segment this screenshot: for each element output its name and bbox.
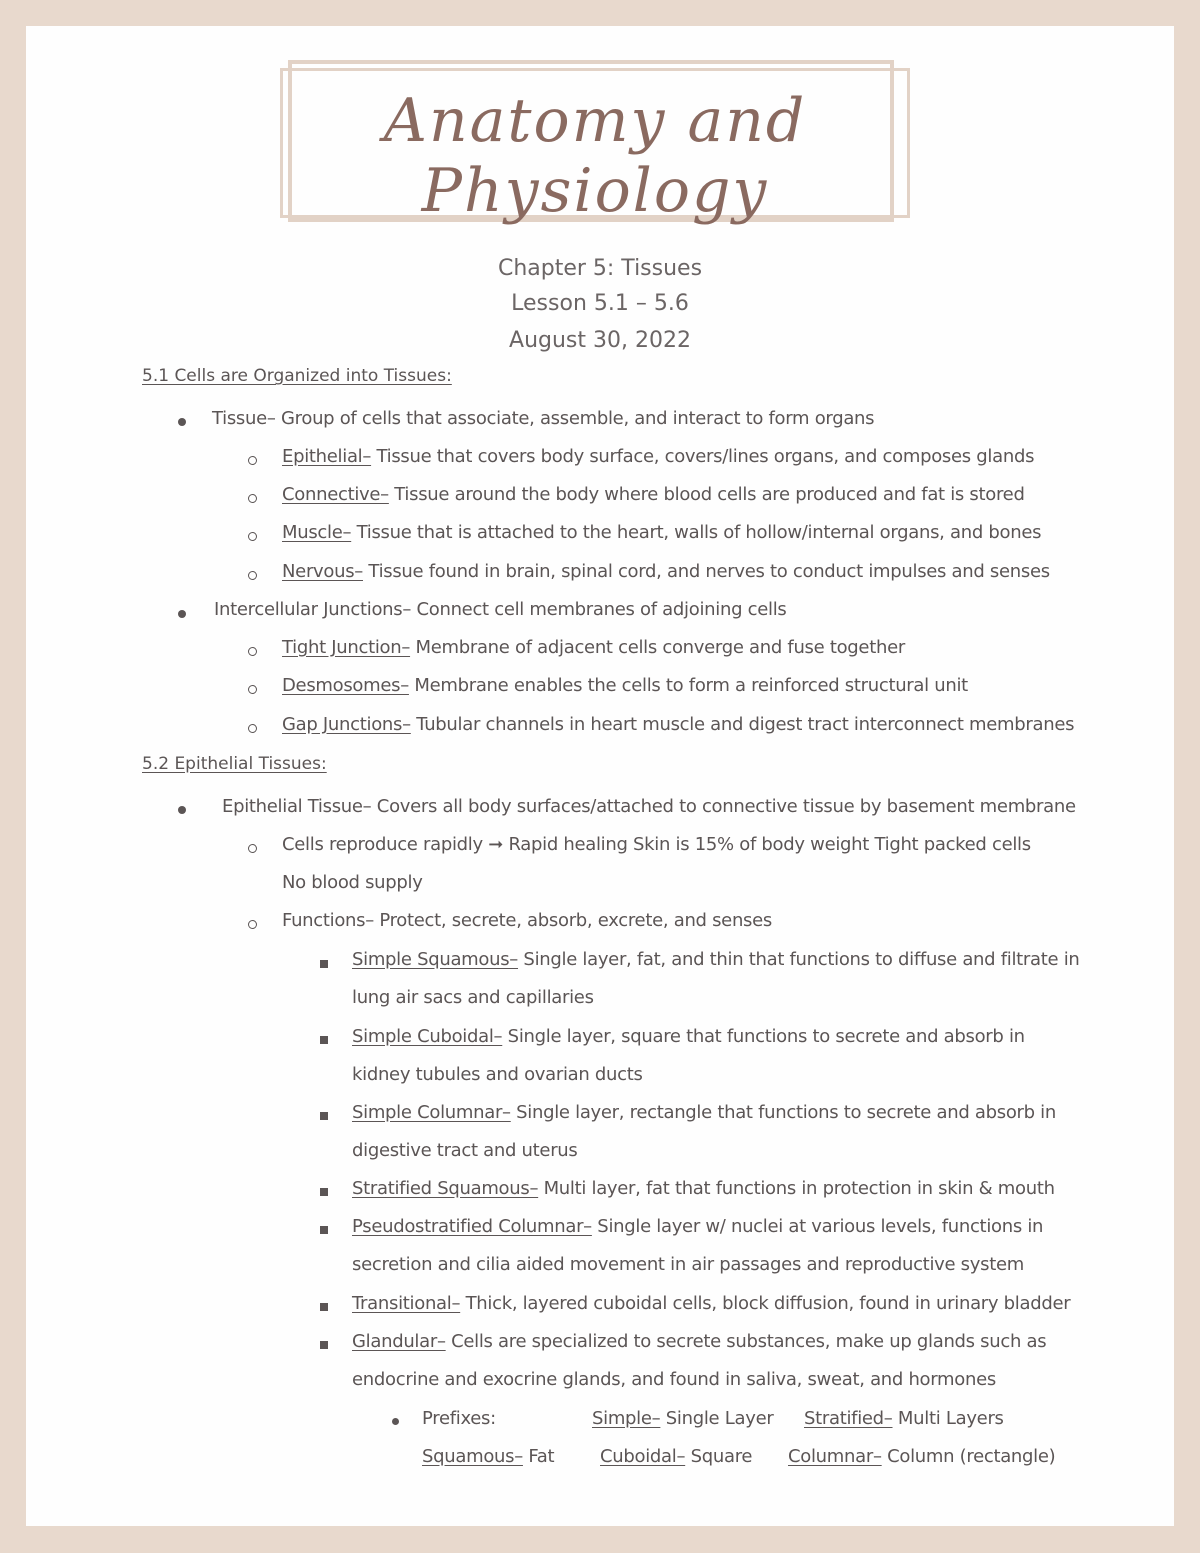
prefix-cuboidal [600,1446,752,1467]
bullet-square [320,960,328,968]
transitional-term: Transitional– [352,1293,461,1314]
lesson-range: Lesson 5.1 – 5.6 [511,291,689,316]
desmosomes-term: Desmosomes– [282,675,409,696]
notes-page [26,26,1174,1526]
simple-squamous-item [352,949,1080,970]
transitional-def: Thick, layered cuboidal cells, block diffusion, found in urinary bladder [460,1293,1071,1314]
simple-squamous-def: Single layer, fat, and thin that functions to diffuse and filtrate in [518,949,1080,970]
bullet-disc [178,418,186,426]
simple-columnar-continued: digestive tract and uterus [352,1140,578,1161]
gap-junctions-def: Tubular channels in heart muscle and digest tract interconnect membranes [410,714,1075,735]
bullet-square [320,1341,328,1349]
desmosomes-def: Membrane enables the cells to form a reinforced structural unit [408,675,968,696]
pseudostratified-continued: secretion and cilia aided movement in air passages and reproductive system [352,1254,1024,1275]
simple-columnar-item [352,1102,1056,1123]
nervous-def: Tissue found in brain, spinal cord, and nerves to conduct impulses and senses [363,561,1050,582]
simple-cuboidal-item [352,1026,1025,1047]
prefix-columnar-def: Column (rectangle) [881,1446,1056,1467]
bullet-square [320,1303,328,1311]
epithelial-def: Tissue that covers body surface, covers/lines organs, and composes glands [371,446,1035,467]
functions-item: Functions– Protect, secrete, absorb, excrete, and senses [282,910,772,931]
prefix-stratified-def: Multi Layers [892,1408,1004,1429]
chapter-title: Chapter 5: Tissues [497,256,703,281]
prefix-cuboidal-def: Square [685,1446,753,1467]
bullet-circle [248,456,257,465]
muscle-def: Tissue that is attached to the heart, walls of hollow/internal organs, and bones [351,522,1042,543]
simple-squamous-continued: lung air sacs and capillaries [352,987,594,1008]
epithelial-tissue-definition: Epithelial Tissue– Covers all body surfaces/attached to connective tissue by basement membrane [222,796,1076,817]
bullet-square [320,1112,328,1120]
bullet-circle [248,844,257,853]
bullet-circle [248,685,257,694]
stratified-squamous-item [352,1178,1055,1199]
simple-cuboidal-continued: kidney tubules and ovarian ducts [352,1064,643,1085]
prefix-columnar [788,1446,1055,1467]
bullet-circle [248,724,257,733]
tight-junction-term: Tight Junction– [282,637,411,658]
pseudostratified-term: Pseudostratified Columnar– [352,1216,592,1237]
glandular-continued: endocrine and exocrine glands, and found in saliva, sweat, and hormones [352,1369,996,1390]
nervous-item [282,561,1050,582]
prefix-stratified [804,1408,1004,1429]
simple-cuboidal-term: Simple Cuboidal– [352,1026,503,1047]
epithelial-term: Epithelial– [282,446,372,467]
epithelial-facts: Cells reproduce rapidly ➞ Rapid healing Skin is 15% of body weight Tight packed cells [282,834,1031,855]
glandular-term: Glandular– [352,1331,446,1352]
glandular-item [352,1331,1046,1352]
prefix-squamous-def: Fat [522,1446,555,1467]
junctions-definition: Intercellular Junctions– Connect cell membranes of adjoining cells [214,599,787,620]
simple-columnar-def: Single layer, rectangle that functions to secrete and absorb in [510,1102,1056,1123]
stratified-squamous-def: Multi layer, fat that functions in protection in skin & mouth [538,1178,1055,1199]
bullet-circle [248,532,257,541]
prefix-simple-term: Simple– [592,1408,661,1429]
simple-squamous-term: Simple Squamous– [352,949,519,970]
prefix-simple [592,1408,773,1429]
connective-item [282,484,1025,505]
bullet-square [320,1036,328,1044]
tissue-definition: Tissue– Group of cells that associate, assemble, and interact to form organs [212,408,875,429]
gap-junctions-term: Gap Junctions– [282,714,411,735]
bullet-square [320,1188,328,1196]
bullet-circle [248,494,257,503]
simple-cuboidal-def: Single layer, square that functions to secrete and absorb in [502,1026,1025,1047]
desmosomes-item [282,675,968,696]
section-5-2-heading: 5.2 Epithelial Tissues: [142,754,327,774]
prefix-cuboidal-term: Cuboidal– [600,1446,686,1467]
bullet-disc [178,806,186,814]
section-5-1-heading: 5.1 Cells are Organized into Tissues: [142,366,452,386]
prefix-stratified-term: Stratified– [804,1408,893,1429]
muscle-term: Muscle– [282,522,352,543]
tight-junction-item [282,637,905,658]
glandular-def: Cells are specialized to secrete substances, make up glands such as [445,1331,1047,1352]
simple-columnar-term: Simple Columnar– [352,1102,511,1123]
bullet-square [320,1226,328,1234]
tight-junction-def: Membrane of adjacent cells converge and fuse together [410,637,905,658]
prefixes-label: Prefixes: [422,1408,496,1429]
pseudostratified-item [352,1216,1043,1237]
bullet-dot [392,1418,399,1425]
connective-def: Tissue around the body where blood cells are produced and fat is stored [388,484,1025,505]
prefix-columnar-term: Columnar– [788,1446,882,1467]
stratified-squamous-term: Stratified Squamous– [352,1178,539,1199]
transitional-item [352,1293,1070,1314]
muscle-item [282,522,1041,543]
bullet-circle [248,571,257,580]
prefix-simple-def: Single Layer [660,1408,774,1429]
epithelial-item [282,446,1034,467]
page-title: Anatomy and Physiology [383,86,807,226]
date: August 30, 2022 [509,328,691,353]
bullet-circle [248,920,257,929]
epithelial-facts-continued: No blood supply [282,872,423,893]
nervous-term: Nervous– [282,561,363,582]
gap-junctions-item [282,714,1074,735]
bullet-disc [178,610,186,618]
prefix-squamous-term: Squamous– [422,1446,523,1467]
connective-term: Connective– [282,484,389,505]
prefix-squamous [422,1446,554,1467]
pseudostratified-def: Single layer w/ nuclei at various levels, functions in [591,1216,1044,1237]
bullet-circle [248,647,257,656]
